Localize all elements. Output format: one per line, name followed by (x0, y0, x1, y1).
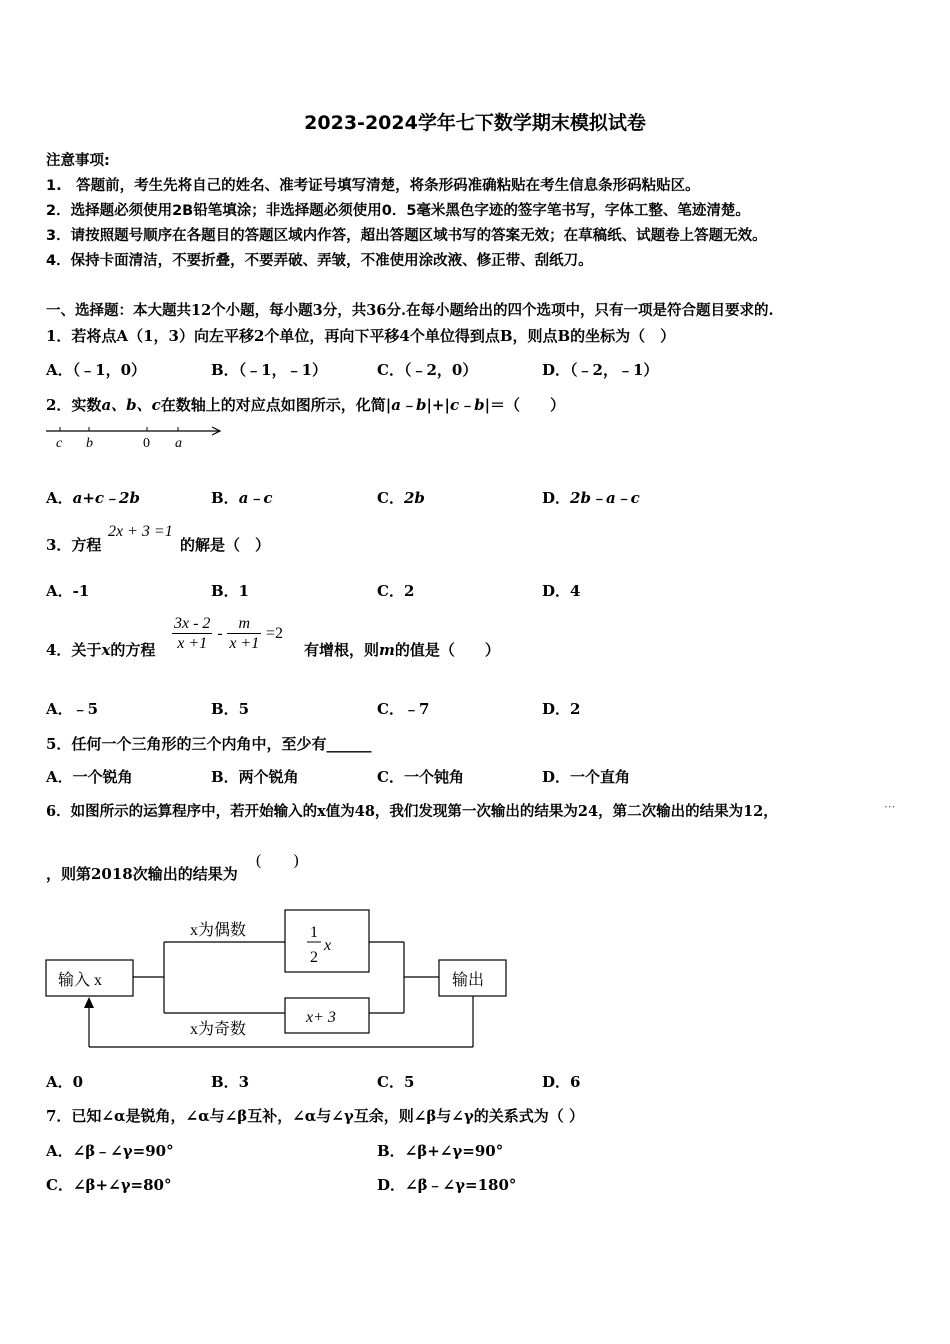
axis-label-c: c (56, 436, 63, 451)
notice-item-2: 2．选择题必须使用2B铅笔填涂；非选择题必须使用0．5毫米黑色字迹的签字笔书写，字体工整、笔迹清楚。 (46, 203, 750, 219)
flow-even-label: x为偶数 (190, 922, 247, 939)
notice-item-4: 4．保持卡面清洁，不要折叠，不要弄破、弄皱，不准使用涂改液、修正带、刮纸刀。 (46, 253, 593, 269)
q3-equation: 2x + 3 =1 (108, 523, 173, 540)
q4-option-d: D．2 (542, 700, 581, 718)
q4-equation: $\frac{3x - 2}{x +1}$ - $\frac{m}{x +1}$ =2 (174, 615, 284, 653)
q5-stem: 5．任何一个三角形的三个内角中，至少有______ (46, 735, 372, 753)
q5-option-a: A．一个锐角 (46, 768, 133, 786)
q3-option-c: C．2 (377, 582, 415, 600)
q4-option-b: B．5 (211, 700, 250, 718)
q6-stem-line2: ，则第2018次输出的结果为 (46, 865, 238, 883)
q5-option-b: B．两个锐角 (211, 768, 299, 786)
q1-option-a: A．（﹣1，0） (46, 361, 147, 379)
q2-option-b: B．a﹣c (211, 489, 273, 507)
flow-odd-label: x为奇数 (190, 1021, 247, 1038)
q4-stem-start: 4．关于x的方程 (46, 641, 156, 659)
q7-stem: 7．已知∠α是锐角，∠α与∠β互补，∠α与∠γ互余，则∠β与∠γ的关系式为（ ） (46, 1107, 584, 1125)
q3-stem-pre: 3．方程 (46, 536, 102, 554)
section-heading: 一、选择题：本大题共12个小题，每小题3分，共36分.在每小题给出的四个选项中，只有一项是符合题目要求的. (46, 302, 774, 319)
q4-fraction-1: $\frac{3x - 2}{x +1}$ (174, 615, 211, 653)
axis-label-a: a (175, 436, 182, 451)
q2-stem: 2．实数a、b、c在数轴上的对应点如图所示，化简|a﹣b|+|c﹣b|＝（ ） (46, 396, 566, 414)
axis-label-b: b (86, 436, 93, 451)
q4-option-c: C．﹣7 (377, 700, 430, 718)
q2-option-d: D．2b﹣a﹣c (542, 489, 640, 507)
q5-option-c: C．一个钝角 (377, 768, 464, 786)
number-line (44, 422, 226, 452)
notice-heading: 注意事项: (46, 153, 110, 169)
axis-label-0: 0 (143, 436, 150, 451)
notice-item-1: 1. 答题前，考生先将自己的姓名、准考证号填写清楚，将条形码准确粘贴在考生信息条形码粘贴区。 (46, 178, 700, 194)
q3-stem-post: 的解是（ ） (180, 536, 271, 554)
q3-option-a: A．-1 (46, 582, 90, 600)
flow-half-den: 2 (310, 949, 318, 966)
q6-option-b: B．3 (211, 1073, 250, 1091)
q1-option-d: D．（﹣2，﹣1） (542, 361, 659, 379)
flow-half-num: 1 (310, 924, 318, 941)
flow-arrow-icon (84, 997, 94, 1008)
q4-option-a: A．﹣5 (46, 700, 99, 718)
q6-option-a: A．0 (46, 1073, 84, 1091)
q1-option-c: C．（﹣2，0） (377, 361, 478, 379)
q7-option-d: D．∠β﹣∠γ=180° (377, 1176, 517, 1194)
q2-option-c: C．2b (377, 489, 425, 507)
q4-stem-end: 有增根，则m的值是（ ） (304, 641, 500, 659)
q6-answer-paren: ( ) (256, 852, 299, 869)
q5-option-d: D．一个直角 (542, 768, 631, 786)
q1-option-b: B．（﹣1，﹣1） (211, 361, 328, 379)
q3-option-b: B．1 (211, 582, 250, 600)
q6-ellipsis: ··· (884, 800, 896, 814)
q6-option-c: C．5 (377, 1073, 415, 1091)
flow-half-var: x (324, 937, 332, 954)
q6-stem-line1: 6．如图所示的运算程序中，若开始输入的x值为48，我们发现第一次输出的结果为24，第二次输出的结果为12， (46, 803, 778, 820)
q7-option-a: A．∠β﹣∠γ=90° (46, 1142, 174, 1160)
notice-item-3: 3．请按照题号顺序在各题目的答题区域内作答，超出答题区域书写的答案无效；在草稿纸、试题卷上答题无效。 (46, 228, 767, 244)
page-title: 2023-2024学年七下数学期末模拟试卷 (304, 112, 646, 134)
q2-option-a: A．a+c﹣2b (46, 489, 140, 507)
q7-option-b: B．∠β+∠γ=90° (377, 1142, 504, 1160)
flow-plus3-label: x+ 3 (306, 1009, 336, 1026)
flow-output-label: 输出 (452, 972, 485, 989)
q3-option-d: D．4 (542, 582, 581, 600)
flow-input-label: 输入 x (58, 972, 103, 989)
q7-option-c: C．∠β+∠γ=80° (46, 1176, 172, 1194)
flowchart (40, 905, 515, 1055)
q1-stem: 1．若将点A（1，3）向左平移2个单位，再向下平移4个单位得到点B，则点B的坐标为（ ） (46, 327, 676, 345)
q4-fraction-2: $\frac{m}{x +1}$ (229, 615, 260, 653)
q6-option-d: D．6 (542, 1073, 581, 1091)
